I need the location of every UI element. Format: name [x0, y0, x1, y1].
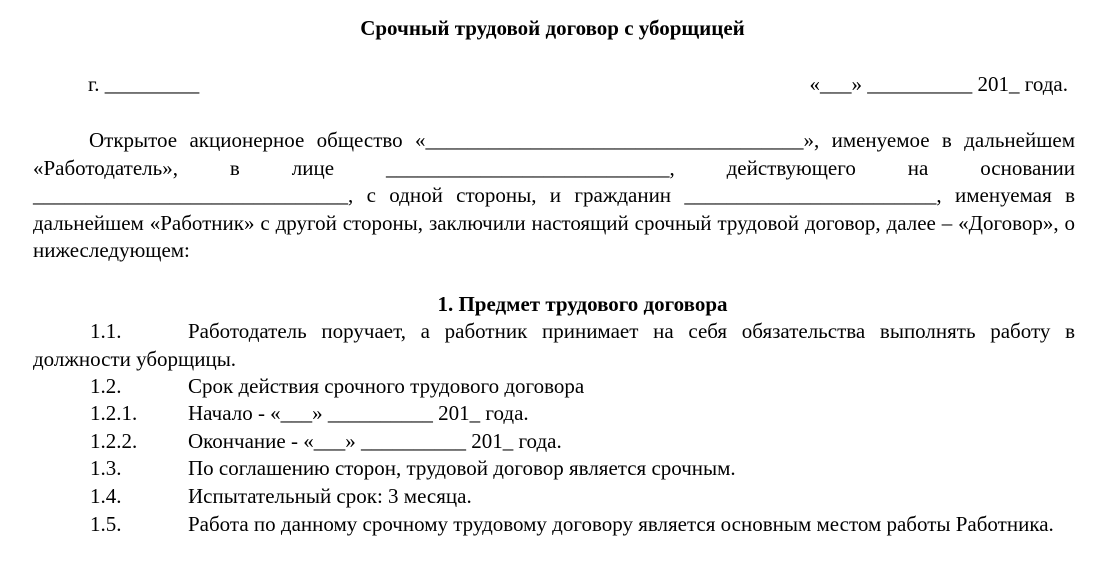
- section-heading: 1. Предмет трудового договора: [437, 292, 728, 316]
- clause-text: Окончание - «___» __________ 201_ года.: [188, 429, 562, 453]
- clause-1-2: [33, 373, 1075, 401]
- document-title: Срочный трудовой договор с уборщицей: [360, 16, 745, 40]
- clause-number: 1.2.: [90, 374, 122, 398]
- date-line: «___» __________ 201_ года.: [809, 72, 1068, 96]
- clause-number: 1.2.2.: [90, 429, 138, 453]
- clause-text: Работа по данному срочному трудовому договору является основным местом работы Работника.: [188, 512, 1054, 536]
- clause-number: 1.1.: [90, 319, 122, 343]
- clause-text: Срок действия срочного трудового договора: [188, 374, 585, 398]
- clause-text: По соглашению сторон, трудовой договор является срочным.: [188, 456, 736, 480]
- clause-1-1: [33, 318, 1075, 373]
- clause-text: Работодатель поручает, а работник принимает на себя обязательства выполнять работу в должности уборщицы.: [33, 319, 1075, 371]
- clause-1-2-1: [33, 400, 1075, 428]
- city-line: г. _________: [88, 72, 200, 96]
- clause-1-2-2: [33, 428, 1075, 456]
- clause-1-4: [33, 483, 1075, 511]
- clause-number: 1.2.1.: [90, 401, 138, 425]
- clause-number: 1.5.: [90, 512, 122, 536]
- clause-text: Испытательный срок: 3 месяца.: [188, 484, 472, 508]
- clause-number: 1.3.: [90, 456, 122, 480]
- clause-text: Начало - «___» __________ 201_ года.: [188, 401, 529, 425]
- clause-1-5: [33, 511, 1075, 539]
- clause-number: 1.4.: [90, 484, 122, 508]
- clause-1-3: [33, 455, 1075, 483]
- intro-paragraph: Открытое акционерное общество «____________________________________», именуемое в дальнейшем «Работодатель», в лице ___________________________, действующего на основании ______________________________, с одной стороны, и гражданин ________________________, именуемая в дальнейшем «Работник» с другой стороны, заключили настоящий срочный трудовой договор, далее – «Договор», о нижеследующем:: [33, 128, 1075, 262]
